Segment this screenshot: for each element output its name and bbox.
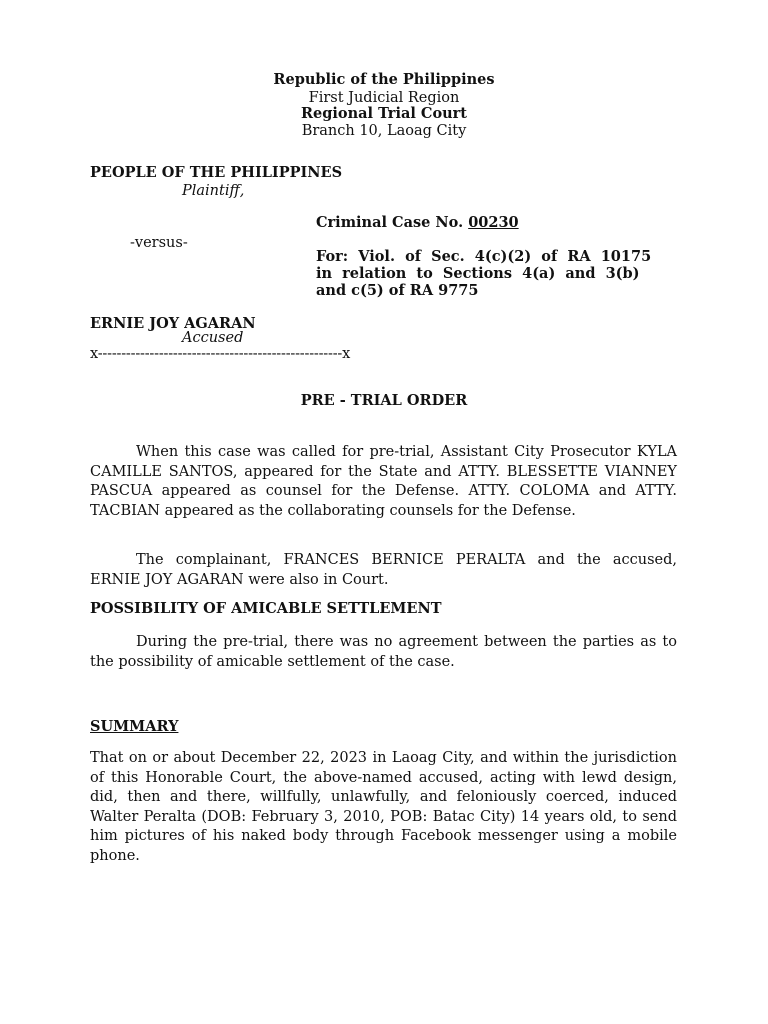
case-number-line — [316, 214, 519, 231]
order-title: PRE - TRIAL ORDER — [300, 392, 468, 409]
case-number-label: Criminal Case No. — [316, 214, 464, 231]
parties-present-paragraph: The complainant, FRANCES BERNICE PERALTA and the accused, ERNIE JOY AGARAN were also in Court. — [90, 552, 677, 588]
case-number: 00230 — [468, 214, 519, 231]
summary-heading: SUMMARY — [90, 718, 179, 735]
offense-line-2: in relation to Sections 4(a) and 3(b) — [316, 265, 640, 282]
accused-role: Accused — [182, 330, 244, 346]
plaintiff-name: PEOPLE OF THE PHILIPPINES — [90, 164, 343, 181]
versus-label: -versus- — [130, 235, 188, 251]
plaintiff-role: Plaintiff, — [182, 183, 245, 199]
header-branch: Branch 10, Laoag City — [301, 123, 467, 139]
summary-paragraph: That on or about December 22, 2023 in Laoag City, and within the jurisdiction of this Honorable Court, the above-named accused, acting with lewd design, did, then and there, willfully, unlawfully, and feloniously coerced, induced Walter Peralta (DOB: February 3, 2010, POB: Batac City) 14 years old, to send him pictures of his naked body through Facebook messenger using a mobile phone. — [90, 750, 677, 864]
settlement-paragraph: During the pre-trial, there was no agreement between the parties as to the possibility of amicable settlement of the case. — [90, 634, 677, 670]
offense-line-3: and c(5) of RA 9775 — [316, 282, 479, 299]
caption-divider: x----------------------------------------------------x — [90, 346, 351, 362]
settlement-heading: POSSIBILITY OF AMICABLE SETTLEMENT — [90, 600, 442, 617]
appearances-paragraph: When this case was called for pre-trial, Assistant City Prosecutor KYLA CAMILLE SANTOS, appeared for the State and ATTY. BLESSETTE VIANNEY PASCUA appeared as counsel for the Defense. ATTY. COLOMA and ATTY. TACBIAN appeared as the collaborating counsels for the Defense. — [90, 444, 677, 519]
accused-name: ERNIE JOY AGARAN — [90, 315, 256, 332]
header-region: First Judicial Region — [308, 90, 460, 106]
offense-line-1: For: Viol. of Sec. 4(c)(2) of RA 10175 — [316, 248, 652, 265]
header-court: Regional Trial Court — [300, 105, 467, 122]
header-republic: Republic of the Philippines — [273, 71, 495, 88]
